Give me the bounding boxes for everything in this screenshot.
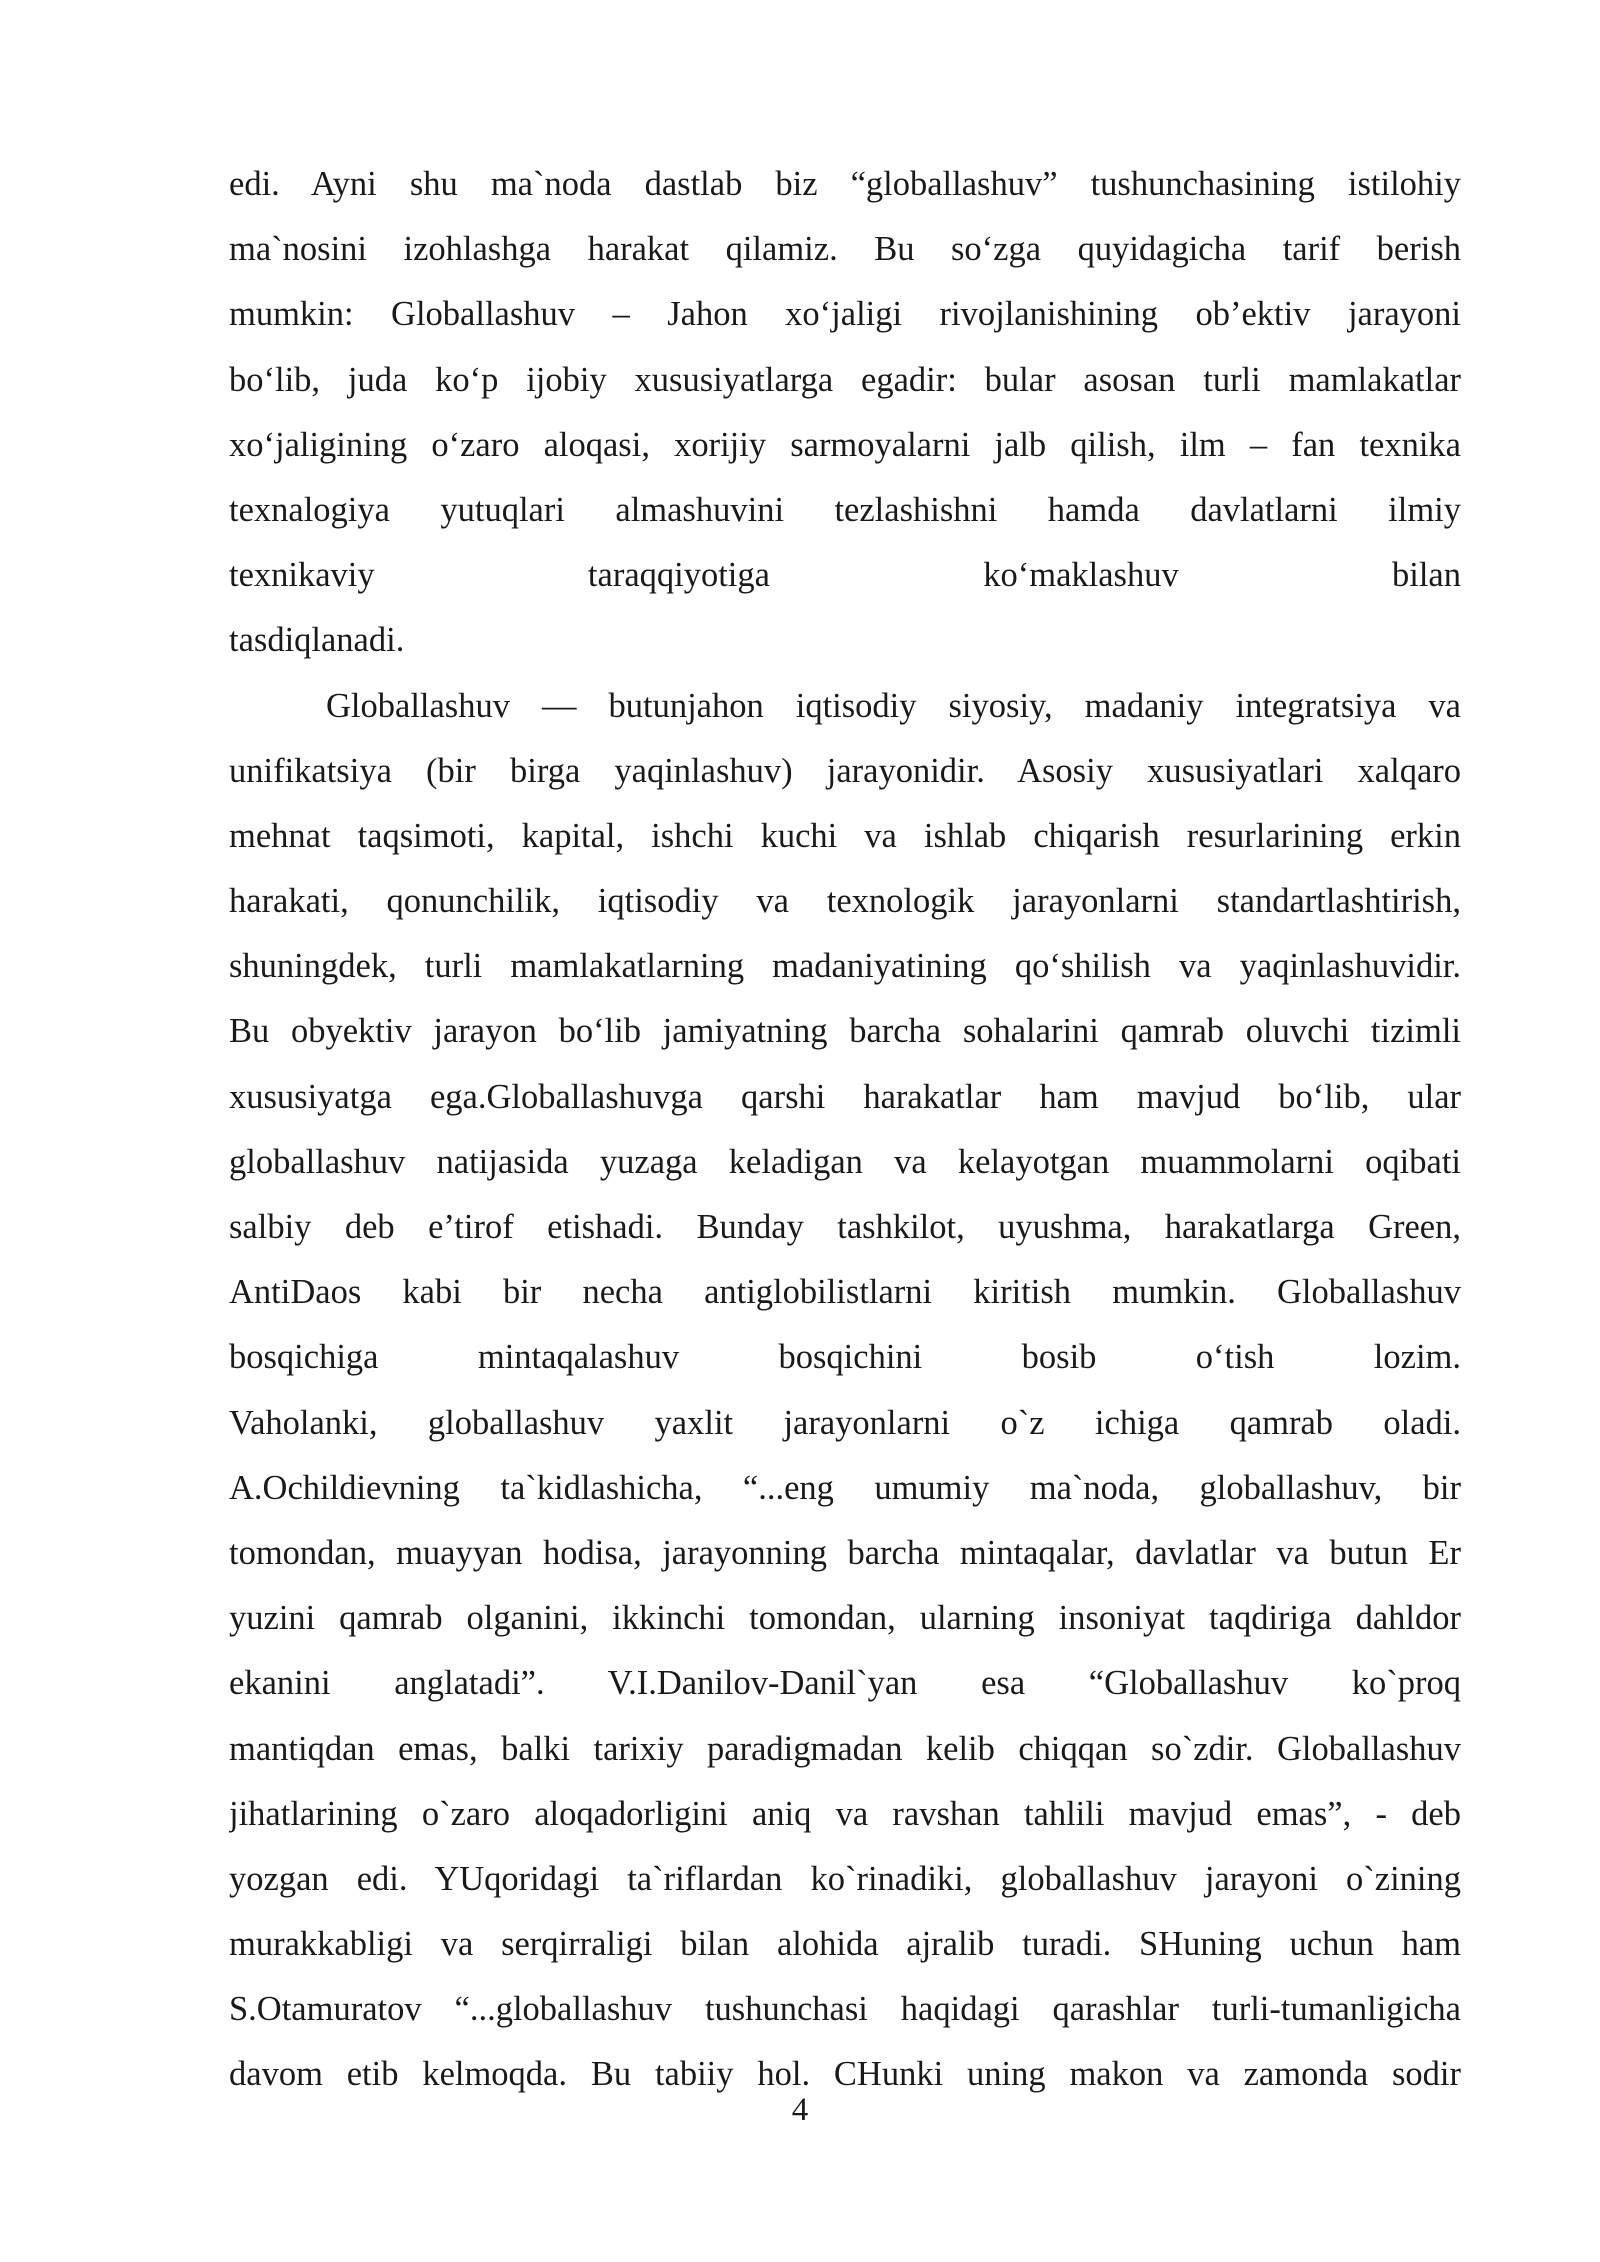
text-line: Vaholanki, globallashuv yaxlit jarayonlarni o`z ichiga qamrab oladi. — [229, 1403, 1461, 1442]
text-line: globallashuv natijasida yuzaga keladigan va kelayotgan muammolarni oqibati — [229, 1142, 1461, 1181]
text-line: salbiy deb e’tirof etishadi. Bunday tashkilot, uyushma, harakatlarga Green, — [229, 1208, 1461, 1246]
text-line: unifikatsiya (bir birga yaqinlashuv) jarayonidir. Asosiy xususiyatlari xalqaro — [229, 751, 1461, 790]
text-line: bo‘lib, juda ko‘p ijobiy xususiyatlarga egadir: bular asosan turli mamlakatlar — [229, 360, 1461, 399]
text-line: murakkabligi va serqirraligi bilan alohida ajralib turadi. SHuning uchun ham — [229, 1925, 1461, 1964]
text-line: Bu obyektiv jarayon bo‘lib jamiyatning barcha sohalarini qamrab oluvchi tizimli — [229, 1012, 1461, 1051]
text-line: jihatlarining o`zaro aloqadorligini aniq va ravshan tahlili mavjud emas”, - deb — [229, 1794, 1461, 1833]
text-line: yuzini qamrab olganini, ikkinchi tomondan, ularning insoniyat taqdiriga dahldor — [229, 1599, 1461, 1638]
text-line: mehnat taqsimoti, kapital, ishchi kuchi va ishlab chiqarish resurlarining erkin — [229, 816, 1461, 855]
text-line: ekanini anglatadi”. V.I.Danilov-Danil`yan esa “Globallashuv ko`proq — [229, 1664, 1461, 1703]
body-text — [229, 152, 1461, 2108]
text-line: harakati, qonunchilik, iqtisodiy va texnologik jarayonlarni standartlashtirish, — [229, 882, 1461, 921]
text-line: A.Ochildievning ta`kidlashicha, “...eng umumiy ma`noda, globallashuv, bir — [229, 1468, 1461, 1507]
text-line: bosqichiga mintaqalashuv bosqichini bosib o‘tish lozim. — [229, 1338, 1461, 1377]
text-line: shuningdek, turli mamlakatlarning madaniyatining qo‘shilish va yaqinlashuvidir. — [229, 947, 1461, 986]
text-line: yozgan edi. YUqoridagi ta`riflardan ko`rinadiki, globallashuv jarayoni o`zining — [229, 1859, 1461, 1898]
text-line: tomondan, muayyan hodisa, jarayonning barcha mintaqalar, davlatlar va butun Er — [229, 1533, 1461, 1572]
text-line: tasdiqlanadi. — [229, 621, 405, 660]
page-number: 4 — [791, 2092, 809, 2128]
text-line: mumkin: Globallashuv – Jahon xo‘jaligi rivojlanishining ob’ektiv jarayoni — [229, 295, 1461, 334]
text-line: edi. Ayni shu ma`noda dastlab biz “globallashuv” tushunchasining istilohiy — [229, 165, 1461, 203]
text-line: davom etib kelmoqda. Bu tabiiy hol. CHunki uning makon va zamonda sodir — [229, 2055, 1461, 2094]
text-line: texnikaviy taraqqiyotiga ko‘maklashuv bilan — [229, 556, 1461, 595]
text-line: texnalogiya yutuqlari almashuvini tezlashishni hamda davlatlarni ilmiy — [229, 490, 1461, 529]
text-line: AntiDaos kabi bir necha antiglobilistlarni kiritish mumkin. Globallashuv — [229, 1273, 1461, 1312]
text-line: S.Otamuratov “...globallashuv tushunchasi haqidagi qarashlar turli-tumanligicha — [229, 1990, 1461, 2029]
text-line: mantiqdan emas, balki tarixiy paradigmadan kelib chiqqan so`zdir. Globallashuv — [229, 1729, 1461, 1768]
text-line: ma`nosini izohlashga harakat qilamiz. Bu so‘zga quyidagicha tarif berish — [229, 230, 1461, 269]
text-line: xo‘jaligining o‘zaro aloqasi, xorijiy sarmoyalarni jalb qilish, ilm – fan texnika — [229, 425, 1461, 464]
paragraph — [229, 674, 1461, 2108]
paragraph — [229, 152, 1461, 674]
text-line: Globallashuv — butunjahon iqtisodiy siyosiy, madaniy integratsiya va — [326, 686, 1461, 725]
text-line: xususiyatga ega.Globallashuvga qarshi harakatlar ham mavjud bo‘lib, ular — [229, 1077, 1461, 1116]
